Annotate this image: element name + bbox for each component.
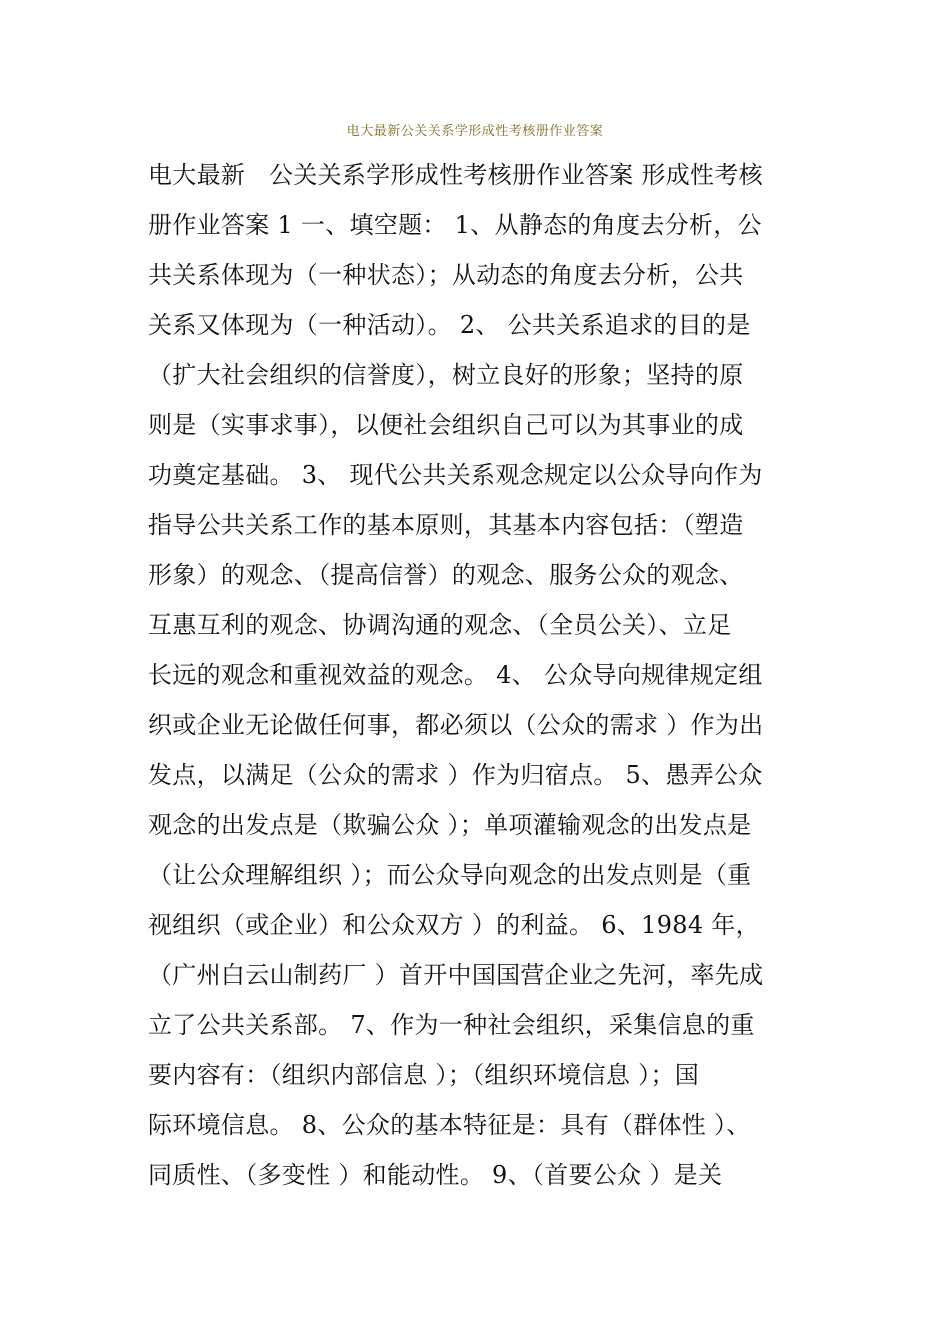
text-line: 立了公共关系部。 7、作为一种社会组织，采集信息的重 <box>148 1011 755 1039</box>
text-line: 册作业答案 1 一、填空题： 1、从静态的角度去分析，公 <box>148 211 762 239</box>
text-line: 同质性、（多变性 ）和能动性。 9、（首要公众 ）是关 <box>148 1161 723 1189</box>
text-line: 共关系体现为（一种状态）；从动态的角度去分析，公共 <box>148 261 744 289</box>
text-line: 要内容有：（组织内部信息 ）；（组织环境信息 ）；国 <box>148 1061 700 1089</box>
text-line: （广州白云山制药厂 ）首开中国国营企业之先河，率先成 <box>148 961 764 989</box>
text-line: 织或企业无论做任何事，都必须以（公众的需求 ）作为出 <box>148 711 764 739</box>
text-line: 电大最新 公关关系学形成性考核册作业答案 形成性考核 <box>148 161 763 189</box>
text-line: 互惠互利的观念、协调沟通的观念、（全员公关）、立足 <box>148 611 732 639</box>
text-line: 际环境信息。 8、公众的基本特征是：具有（群体性 ）、 <box>148 1111 751 1139</box>
text-line: 功奠定基础。 3、 现代公共关系观念规定以公众导向作为 <box>148 461 763 489</box>
text-line: 关系又体现为（一种活动）。 2、 公共关系追求的目的是 <box>148 311 751 339</box>
body-text <box>148 150 808 1200</box>
text-line: 则是（实事求事），以便社会组织自己可以为其事业的成 <box>148 411 744 439</box>
text-line: 长远的观念和重视效益的观念。 4、 公众导向规律规定组 <box>148 661 763 689</box>
text-line: 指导公共关系工作的基本原则，其基本内容包括：（塑造 <box>148 511 744 539</box>
running-header: 电大最新公关关系学形成性考核册作业答案 <box>346 124 604 139</box>
text-line: 观念的出发点是（欺骗公众 ）；单项灌输观念的出发点是 <box>148 811 752 839</box>
text-line: 视组织（或企业）和公众双方 ）的利益。 6、1984 年， <box>148 911 760 939</box>
text-line: （扩大社会组织的信誉度），树立良好的形象；坚持的原 <box>148 361 744 389</box>
text-line: （让公众理解组织 ）；而公众导向观念的出发点则是（重 <box>148 861 752 889</box>
text-line: 形象）的观念、（提高信誉）的观念、服务公众的观念、 <box>148 561 744 589</box>
text-line: 发点，以满足（公众的需求 ）作为归宿点。 5、愚弄公众 <box>148 761 763 789</box>
